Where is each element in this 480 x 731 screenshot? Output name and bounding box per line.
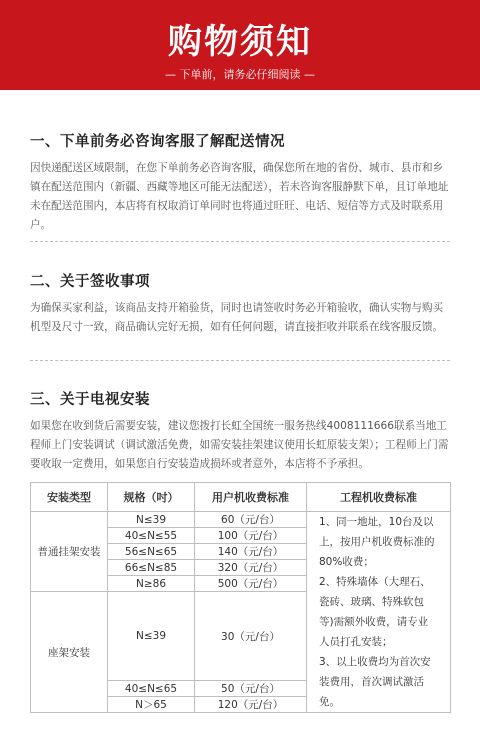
table-row [31,512,451,528]
section-heading: 三、关于电视安装 [30,392,150,408]
fee-cell: 30（元/台） [195,592,307,681]
spec-cell: N≥86 [108,576,195,592]
column-header: 安装类型 [31,483,108,512]
header-banner [0,0,480,90]
section-heading: 一、下单前务必咨询客服了解配送情况 [30,134,285,150]
page-title: 购物须知 [168,22,312,62]
section-body: 为确保买家利益，该商品支持开箱验货，同时也请签收时务必开箱验收，确认实物与购买机型及尺寸一致，商品确认完好无损，如有任何问题，请直接拒收并联系在线客服反馈。 [30,302,444,333]
spec-cell: N＞65 [108,697,195,713]
installation-fee-table [30,482,451,713]
section-body: 因快递配送区域限制，在您下单前务必咨询客服，确保您所在地的省份、城市、县市和乡镇在配送范围内（新疆、西藏等地区可能无法配送），若未咨询客服静默下单，且订单地址未在配送范围内，本店将有权取消订单同时也将通过旺旺、电话、短信等方式及时联系用户。 [30,162,449,231]
divider [30,241,450,242]
engineering-fee-note [307,512,451,713]
note-line: 2、特殊墙体（大理石、瓷砖、玻璃、特殊软包等)需额外收费，请专业人员打孔安装； [319,576,431,648]
divider [30,360,450,361]
section-delivery [30,130,452,235]
install-type-cell: 座架安装 [31,592,108,713]
fee-cell: 140（元/台） [195,544,307,560]
spec-cell: N≤39 [108,512,195,528]
column-header: 用户机收费标准 [195,483,307,512]
section-signing [30,270,452,337]
fee-cell: 100（元/台） [195,528,307,544]
spec-cell: 56≤N≤65 [108,544,195,560]
fee-cell: 50（元/台） [195,681,307,697]
column-header: 规格（吋） [108,483,195,512]
spec-cell: 40≤N≤65 [108,681,195,697]
install-type-cell: 普通挂架安装 [31,512,108,592]
spec-cell: 66≤N≤85 [108,560,195,576]
column-header: 工程机收费标准 [307,483,451,512]
note-line: 1、同一地址，10台及以上，按用户机收费标准的80%收费； [319,516,435,568]
table-header-row [31,483,451,512]
fee-cell: 320（元/台） [195,560,307,576]
note-line: 3、以上收费均为首次安装费用，首次调试激活免。 [319,656,431,708]
section-body: 如果您在收到货后需要安装，建议您拨打长虹全国统一服务热线4008111666联系当地工程师上门安装调试（调试激活免费，如需安装挂架建议使用长虹原装支架）；工程师上门需要收取一定费用，如果您自行安装造成损坏或者意外，本店将不予承担。 [30,420,449,470]
fee-cell: 120（元/台） [195,697,307,713]
page-subtitle: — 下单前，请务必仔细阅读 — [165,68,315,81]
fee-cell: 500（元/台） [195,576,307,592]
spec-cell: 40≤N≤55 [108,528,195,544]
section-heading: 二、关于签收事项 [30,274,150,290]
spec-cell: N≤39 [108,592,195,681]
fee-cell: 60（元/台） [195,512,307,528]
section-installation [30,388,452,474]
